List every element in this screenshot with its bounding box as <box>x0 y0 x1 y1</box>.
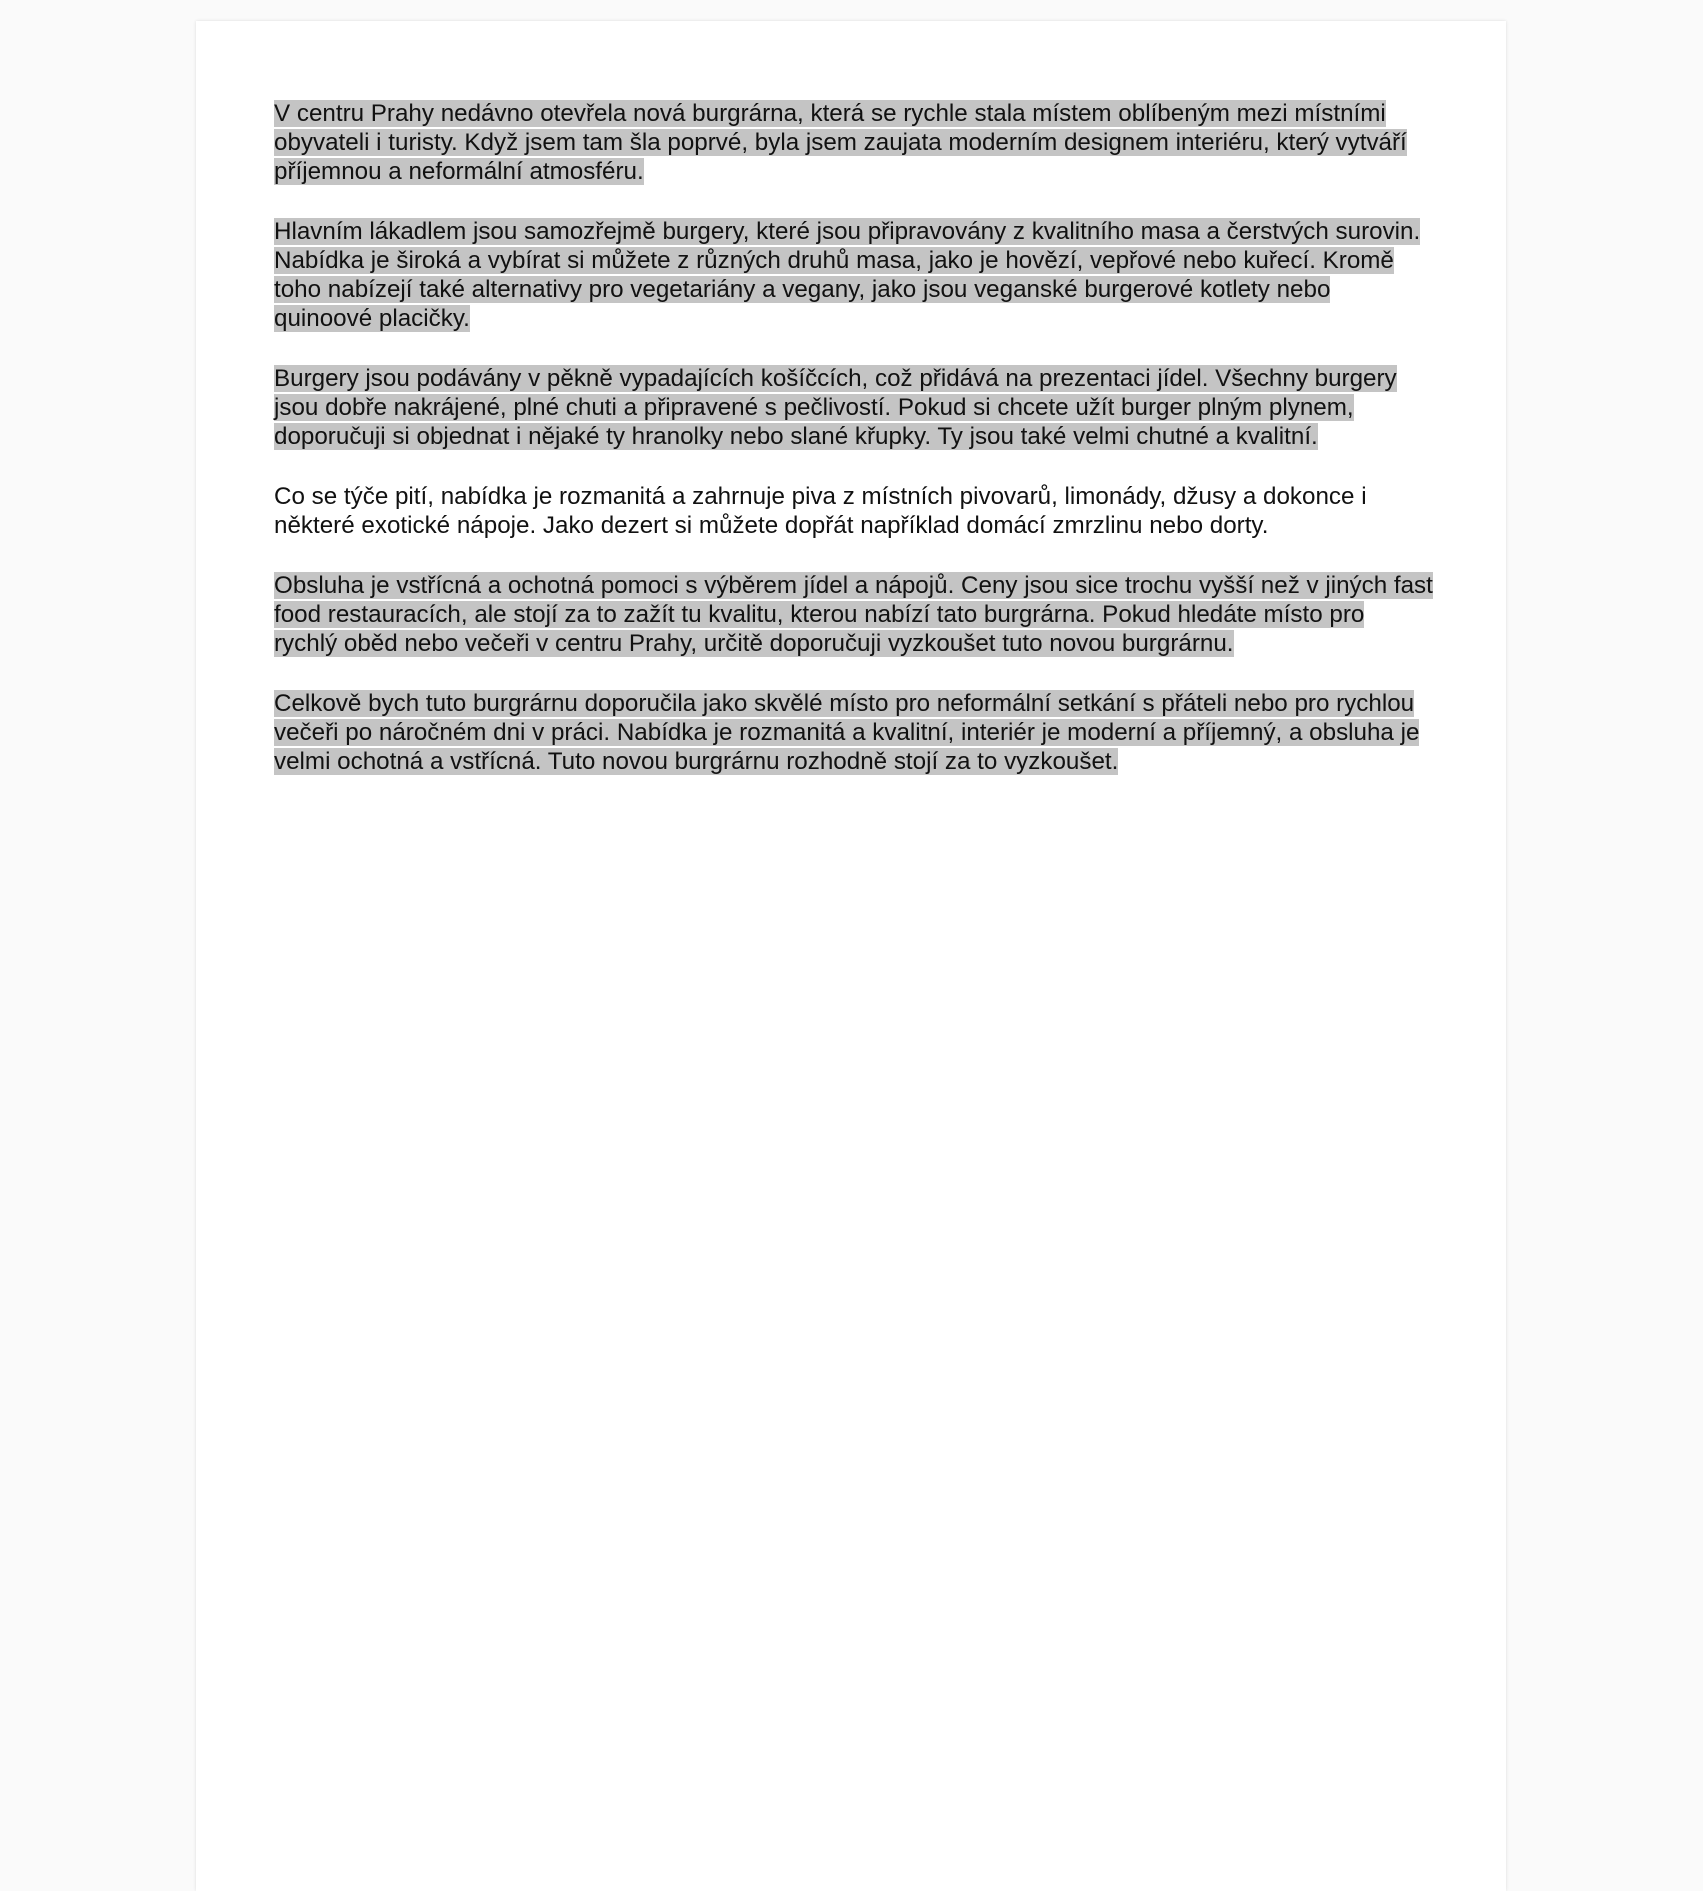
paragraph-3-text[interactable]: Burgery jsou podávány v pěkně vypadajících košíčcích, což přidává na prezentaci jídel. Všechny burgery jsou dobře nakrájené, plné chuti a připravené s pečlivostí. Pokud si chcete užít burger plným plynem, doporučuji si objednat i nějaké ty hranolky nebo slané křupky. Ty jsou také velmi chutné a kvalitní. <box>274 365 1397 450</box>
paragraph-2 <box>274 217 1434 333</box>
document-page <box>196 21 1506 1891</box>
paragraph-6 <box>274 689 1434 776</box>
paragraph-5 <box>274 571 1434 658</box>
paragraph-2-text[interactable]: Hlavním lákadlem jsou samozřejmě burgery, které jsou připravovány z kvalitního masa a čerstvých surovin. Nabídka je široká a vybírat si můžete z různých druhů masa, jako je hovězí, vepřové nebo kuřecí. Kromě toho nabízejí také alternativy pro vegetariány a vegany, jako jsou veganské burgerové kotlety nebo quinoové placičky. <box>274 218 1421 332</box>
paragraph-6-text[interactable]: Celkově bych tuto burgrárnu doporučila jako skvělé místo pro neformální setkání s přáteli nebo pro rychlou večeři po náročném dni v práci. Nabídka je rozmanitá a kvalitní, interiér je moderní a příjemný, a obsluha je velmi ochotná a vstřícná. Tuto novou burgrárnu rozhodně stojí za to vyzkoušet. <box>274 690 1420 775</box>
paragraph-1 <box>274 99 1434 186</box>
paragraph-5-text[interactable]: Obsluha je vstřícná a ochotná pomoci s výběrem jídel a nápojů. Ceny jsou sice trochu vyšší než v jiných fast food restauracích, ale stojí za to zažít tu kvalitu, kterou nabízí tato burgrárna. Pokud hledáte místo pro rychlý oběd nebo večeři v centru Prahy, určitě doporučuji vyzkoušet tuto novou burgrárnu. <box>274 572 1433 657</box>
paragraph-1-text[interactable]: V centru Prahy nedávno otevřela nová burgrárna, která se rychle stala místem oblíbeným mezi místními obyvateli i turisty. Když jsem tam šla poprvé, byla jsem zaujata moderním designem interiéru, který vytváří příjemnou a neformální atmosféru. <box>274 100 1407 185</box>
paragraph-3 <box>274 364 1434 451</box>
paragraph-4 <box>274 482 1434 540</box>
paragraph-4-text[interactable]: Co se týče pití, nabídka je rozmanitá a zahrnuje piva z místních pivovarů, limonády, džusy a dokonce i některé exotické nápoje. Jako dezert si můžete dopřát například domácí zmrzlinu nebo dorty. <box>274 483 1367 539</box>
document-body[interactable] <box>274 99 1434 807</box>
